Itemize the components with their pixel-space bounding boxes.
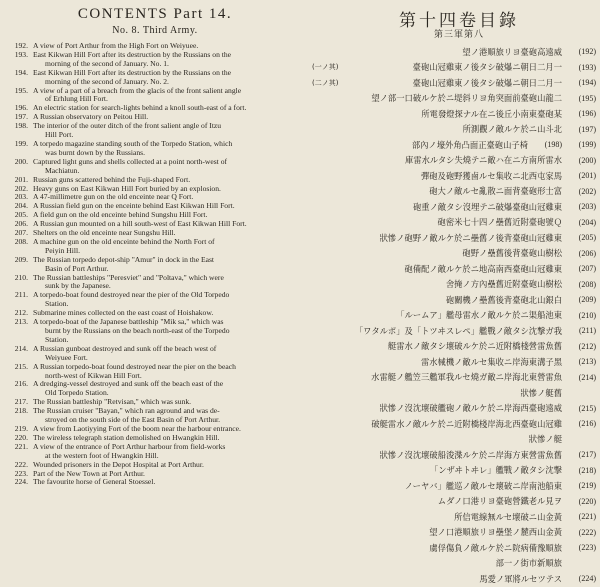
japanese-entry-subnumber: (199) (578, 140, 596, 150)
entry-number: 224. (14, 477, 28, 487)
entry-line: Peiyin Hill. (45, 245, 81, 255)
entry-number: 213. (14, 317, 28, 327)
entry-text (33, 87, 306, 105)
entry-text (33, 122, 306, 140)
japanese-entry-text: 狀慘ノ艇舊 (520, 387, 562, 398)
japanese-entry (312, 370, 596, 386)
contents-entry (4, 140, 306, 158)
japanese-entry (312, 60, 596, 76)
japanese-entry-text: 「ルームア」艦母雷水ノ敵ルケ於ニ渠船池東 (396, 310, 562, 321)
japanese-entry-text: 所電發燈探ナル在ニ後丘小南東臺砲某 (421, 108, 562, 119)
japanese-entry-text: 雷水械機ノ敵ルセ集收ニ岸海東溝子黑 (420, 356, 562, 367)
japanese-entry (312, 416, 596, 432)
japanese-entry-text: 砲備配ノ敵ルケ於ニ地高南西臺砲山冠雞東 (404, 263, 562, 274)
japanese-entry-number: (218) (578, 465, 596, 475)
japanese-title: 第十四卷目錄 (399, 11, 519, 31)
japanese-entry-number: (219) (578, 481, 596, 491)
japanese-entry-text: 望ノ港順旅リヨ臺砲高遠威 (462, 46, 562, 57)
entry-line: Part of the New Town at Port Arthur. (33, 468, 145, 478)
contents-entry (4, 345, 306, 363)
entry-line: at the western foot of Hwangkin Hill. (45, 450, 159, 460)
japanese-entry (312, 571, 596, 587)
japanese-entry-text: ムダノ口港リヨ臺砲營鐵老ル見ヲ (437, 496, 562, 507)
japanese-entry (312, 122, 596, 138)
entry-mark: (一ノ其) (312, 63, 339, 72)
entry-line: The Russian battleship "Retvisan," which was sunk. (33, 397, 192, 407)
entry-number: 211. (14, 290, 28, 300)
japanese-entry-number: (211) (578, 326, 596, 336)
entry-line: The Russian torpedo depot-ship "Amur" in dock in the East (33, 254, 215, 264)
japanese-entry-number: (216) (578, 419, 596, 429)
japanese-entry-number: (220) (578, 496, 596, 506)
japanese-entry-text: 馬愛ノ軍將ルセツテス (479, 573, 562, 584)
entry-mark: (二ノ其) (312, 78, 339, 87)
entry-number: 208. (14, 236, 28, 246)
entry-number: 200. (14, 156, 28, 166)
japanese-entry-number: (203) (578, 202, 596, 212)
japanese-entry (312, 261, 596, 277)
contents-entry (4, 122, 306, 140)
entry-line: A torpedo-boat found destroyed near the pier of the Old Torpedo (33, 290, 230, 300)
japanese-entry-number: (212) (578, 341, 596, 351)
japanese-entry-number: (207) (578, 264, 596, 274)
japanese-entry-text: 虜俘傷負ノ敵ルケ於ニ院病備豫順旅 (429, 542, 562, 553)
entry-number: 209. (14, 254, 28, 264)
entry-number: 195. (14, 85, 28, 95)
entry-line: north-west of Kikwan Hill Fort. (45, 370, 142, 380)
entry-line: Captured light guns and shells collected at a point north-west of (33, 156, 228, 166)
english-contents-list (4, 42, 306, 487)
japanese-entry-number: (206) (578, 248, 596, 258)
entry-text (33, 407, 306, 425)
japanese-entry (312, 184, 596, 200)
japanese-entry (312, 246, 596, 262)
entry-number: 202. (14, 183, 28, 193)
japanese-entry-number: (196) (578, 109, 596, 119)
contents-entry (4, 51, 306, 69)
entry-line: The Russian cruiser "Bayan," which ran aground and was de- (33, 406, 220, 416)
entry-number: 221. (14, 441, 28, 451)
entry-number: 204. (14, 201, 28, 211)
japanese-entry-number: (209) (578, 295, 596, 305)
entry-line: Station. (45, 334, 69, 344)
japanese-entry (312, 447, 596, 463)
entry-line: Station. (45, 299, 69, 309)
entry-number: 216. (14, 379, 28, 389)
entry-line: Wounded prisoners in the Depot Hospital at Port Arthur. (33, 459, 204, 469)
japanese-entry-text: 砲密米七十四ノ壘舊近附臺砲號Ｑ (437, 217, 562, 228)
japanese-entry-number: (221) (578, 512, 596, 522)
japanese-entry (312, 137, 596, 153)
japanese-entry (312, 199, 596, 215)
japanese-entry-text: 所測觀ノ敵ルケ於ニ山斗北 (462, 124, 562, 135)
entry-line: A view of a part of a breach from the glacis of the front salient angle (33, 85, 242, 95)
contents-entry (4, 363, 306, 381)
entry-line: A 47-millimetre gun on the old enceinte near Q Fort. (33, 192, 194, 202)
japanese-entry (312, 494, 596, 510)
entry-line: stroyed on the south side of the East Basin of Port Arthur. (45, 415, 221, 425)
entry-line: Machiatun. (45, 165, 80, 175)
entry-text (33, 69, 306, 87)
entry-number: 193. (14, 49, 28, 59)
japanese-entry-number: (197) (578, 124, 596, 134)
entry-text (33, 345, 306, 363)
japanese-entry-number: (210) (578, 310, 596, 320)
japanese-entry-text: 臺砲山冠雞東ノ後タシ破爆ニ朝日二月一 (412, 62, 562, 73)
japanese-entry (312, 75, 596, 91)
entry-line: was burnt down by the Russians. (45, 147, 145, 157)
japanese-entry-number: (202) (578, 186, 596, 196)
entry-number: 214. (14, 343, 28, 353)
japanese-entry-number: (223) (578, 543, 596, 553)
japanese-entry-text: 舍掩ノ方內壘舊近附臺砲山樹松 (445, 279, 562, 290)
entry-number: 212. (14, 308, 28, 318)
japanese-entry (312, 401, 596, 417)
japanese-entry-text: 狀慘ノ沒沈壞破船浚渫ルケ於ニ岸海方東營雷魚舊 (379, 449, 562, 460)
entry-line: Russian guns scattered behind the Fuji-shaped Fort. (33, 174, 191, 184)
japanese-entry-text: 臺砲山冠雞東ノ後タシ破爆ニ朝日二月一 (412, 77, 562, 88)
entry-text (33, 158, 306, 176)
japanese-entry (312, 106, 596, 122)
contents-entry (4, 238, 306, 256)
entry-line: A view from Laotiyying Fort of the boom near the harbour entrance. (33, 423, 241, 433)
entry-number: 218. (14, 406, 28, 416)
contents-entry (4, 443, 306, 461)
entry-line: morning of the second of January. No. 1. (45, 58, 169, 68)
japanese-entry-number: (222) (578, 527, 596, 537)
entry-line: A Russian gun mounted on a hill south-west of East Kikwan Hill Fort. (33, 219, 247, 229)
entry-line: Shelters on the old enceinte near Sungshu Hill. (33, 228, 176, 238)
entry-number: 197. (14, 112, 28, 122)
entry-text (33, 51, 306, 69)
entry-line: Submarine mines collected on the east coast of Hoishakow. (33, 308, 214, 318)
entry-number: 192. (14, 41, 28, 50)
japanese-entry (312, 432, 596, 448)
entry-number: 217. (14, 397, 28, 407)
japanese-entry (312, 463, 596, 479)
japanese-entry-number: (214) (578, 372, 596, 382)
entry-number: 199. (14, 138, 28, 148)
japanese-entry (312, 385, 596, 401)
entry-text (33, 274, 306, 292)
entry-number: 222. (14, 459, 28, 469)
entry-line: sunk by the Japanese. (45, 281, 111, 291)
english-title: CONTENTS Part 14. (77, 6, 233, 22)
japanese-entry (312, 556, 596, 572)
entry-number: 219. (14, 423, 28, 433)
entry-line: The Russian battleships "Peresviet" and "Poltava," which were (33, 272, 224, 282)
entry-line: The favourite horse of General Stoessel. (33, 477, 156, 487)
entry-number: 206. (14, 219, 28, 229)
japanese-entry-text: 砲野ノ壘舊後背臺砲山樹松 (462, 248, 562, 259)
japanese-entry (312, 339, 596, 355)
japanese-entry-text: 狀慘ノ砲野ノ敵ルケ於ニ壘舊ノ後背臺砲山冠雞東 (379, 232, 562, 243)
entry-line: Old Torpedo Station. (45, 388, 109, 398)
japanese-entry-number: (224) (578, 574, 596, 584)
japanese-entry-text: 庫雷水ルタシ失燒テニ敵ハ在ニ方南所雷水 (405, 155, 562, 166)
contents-entry (4, 274, 306, 292)
japanese-entry-text: 「ンザヰトヰレ」艦戰ノ敵タシ沈撃 (429, 465, 562, 476)
entry-text (33, 318, 306, 345)
contents-entry (4, 380, 306, 398)
japanese-entry-text: 望ノ部一口破ルケ於ニ堤斜リヨ角突面前臺砲山龍二 (371, 93, 562, 104)
entry-text (33, 443, 306, 461)
entry-text (33, 256, 306, 274)
entry-line: An electric station for search-lights behind a knoll south-east of a fort. (33, 103, 247, 113)
japanese-entry (312, 323, 596, 339)
entry-number: 210. (14, 272, 28, 282)
entry-number: 215. (14, 361, 28, 371)
entry-line: Heavy guns on East Kikwan Hill Fort buried by an explosion. (33, 183, 221, 193)
english-subtitle: No. 8. Third Army. (112, 25, 198, 36)
entry-line: burnt by the Russians on the beach north-east of the Torpedo (45, 326, 230, 335)
entry-line: A Russian field gun on the enceinte behind East Kikwan Hill Fort. (33, 201, 235, 211)
japanese-entry (312, 230, 596, 246)
entry-line: The wireless telegraph station demolished on Hwangkin Hill. (33, 432, 220, 442)
japanese-entry-text: 部內ノ壕外角凸面正臺砲山子椅 (411, 139, 528, 150)
entry-number: 205. (14, 210, 28, 220)
entry-line: East Kikwan Hill Fort after its destruction by the Russians on the (33, 67, 232, 77)
japanese-entry-text: 彈砲及砲野獲鹵ルセ集收ニ北西屯家馬 (420, 170, 562, 181)
japanese-entry (312, 91, 596, 107)
contents-entry (4, 318, 306, 345)
japanese-entry-number: (217) (578, 450, 596, 460)
entry-number: 207. (14, 228, 28, 238)
japanese-entry (312, 354, 596, 370)
contents-entry (4, 478, 306, 487)
entry-line: A machine gun on the old enceinte behind the North Fort of (33, 236, 215, 246)
entry-line: A Russian observatory on Peitou Hill. (33, 112, 149, 122)
entry-line: A view of the entrance of Port Arthur harbour from field-works (33, 441, 226, 451)
japanese-entry-number: (200) (578, 155, 596, 165)
japanese-entry-number: (192) (578, 47, 596, 57)
japanese-entry (312, 168, 596, 184)
japanese-subtitle: 第三軍第八 (433, 30, 484, 40)
japanese-entry-text: 「ワタルポ」及「トツヰスレペ」艦戰ノ敵タシ沈撃ガ我 (354, 325, 562, 336)
entry-text (33, 291, 306, 309)
japanese-contents-list (312, 44, 596, 587)
japanese-entry-text: 水雷艇ノ艦笠三艦軍我ルセ燒ガ敵ニ岸海北東營雷魚 (371, 372, 562, 383)
japanese-entry-number: (215) (578, 403, 596, 413)
entry-line: A dredging-vessel destroyed and sunk off the beach east of the (33, 379, 224, 389)
japanese-entry-number: (201) (578, 171, 596, 181)
japanese-entry (312, 478, 596, 494)
japanese-entry-text: 狀慘ノ艇 (528, 434, 562, 445)
japanese-entry (312, 540, 596, 556)
entry-line: A field gun on the old enceinte behind Sungshu Hill Fort. (33, 210, 208, 220)
entry-line: of Erhlung Hill Fort. (45, 94, 108, 104)
japanese-entry-text: 砲關機ノ壘舊後背臺砲北山銀白 (445, 294, 562, 305)
entry-text (33, 363, 306, 381)
japanese-entry-text: 望ノ口港順旅リヨ壘堡ノ麓西山金黃 (429, 527, 562, 538)
japanese-entry-text: 所信電線無ルセ壞破ニ山金黃 (454, 511, 562, 522)
japanese-entry (312, 277, 596, 293)
japanese-entry-text: 部一ノ街市新順旅 (495, 558, 562, 569)
japanese-entry (312, 153, 596, 169)
japanese-entry-text: 破艇雷水ノ敵ルケ於ニ近附橋棧岸海北西臺砲山冠雞 (371, 418, 562, 429)
entry-text (33, 478, 306, 487)
japanese-entry (312, 525, 596, 541)
entry-number: 203. (14, 192, 28, 202)
entry-text (33, 380, 306, 398)
contents-entry (4, 291, 306, 309)
entry-line: A view of Port Arthur from the High Fort on Weiyuee. (33, 41, 199, 50)
japanese-entry-number: (205) (578, 233, 596, 243)
japanese-entry-text: 狀慘ノ沒沈壞破艦砲ノ敵ルケ於ニ岸海西臺砲遠威 (379, 403, 562, 414)
entry-number: 194. (14, 67, 28, 77)
japanese-entry (312, 292, 596, 308)
entry-line: Basin of Port Arthur. (45, 263, 109, 273)
entry-line: A Russian gunboat destroyed and sunk off the beach west of (33, 343, 217, 353)
entry-number: 223. (14, 468, 28, 478)
entry-number: 220. (14, 432, 28, 442)
entry-line: A torpedo-boat of the Japanese battleship "Mik sa," which was (33, 317, 224, 327)
japanese-entry (312, 509, 596, 525)
entry-line: A torpedo magazine standing south of the Torpedo Station, which (33, 138, 233, 148)
japanese-entry (312, 308, 596, 324)
contents-entry (4, 69, 306, 87)
contents-entry (4, 87, 306, 105)
entry-line: Hill Port. (45, 130, 74, 140)
entry-line: East Kikwan Hill Fort after its destruction by the Russians on the (33, 49, 232, 59)
entry-line: A Russian torpedo-boat found destroyed near the pier on the beach (33, 361, 236, 371)
entry-text (33, 238, 306, 256)
japanese-entry-text: 艇雷水ノ敵タシ壞破ルケ於ニ近附橋棧營雷魚舊 (387, 341, 562, 352)
entry-line: morning of the second of January. No. 2. (45, 76, 169, 86)
japanese-entry-number: (198) (544, 140, 562, 150)
japanese-entry (312, 215, 596, 231)
entry-line: The interior of the outer ditch of the front salient angle of Itzu (33, 121, 222, 131)
japanese-entry-number: (193) (578, 62, 596, 72)
japanese-entry-number: (204) (578, 217, 596, 227)
entry-number: 196. (14, 103, 28, 113)
entry-line: Weiyuee Fort. (45, 352, 88, 362)
japanese-entry-text: 砲重ノ敵タシ沒埋テニ破爆臺砲山冠雞東 (412, 201, 562, 212)
entry-text (33, 140, 306, 158)
japanese-entry-number: (213) (578, 357, 596, 367)
japanese-entry (312, 44, 596, 60)
japanese-entry-text: ノーヤバ」艦巡ノ敵ルセ壞破ニ岸南池船東 (404, 480, 562, 491)
japanese-entry-number: (195) (578, 93, 596, 103)
contents-entry (4, 407, 306, 425)
japanese-entry-number: (208) (578, 279, 596, 289)
japanese-entry-text: 砲大ノ敵ルセ亂散ニ面背臺砲形士富 (429, 186, 562, 197)
entry-number: 201. (14, 174, 28, 184)
japanese-entry-number: (194) (578, 78, 596, 88)
entry-number: 198. (14, 121, 28, 131)
contents-entry (4, 256, 306, 274)
contents-entry (4, 158, 306, 176)
